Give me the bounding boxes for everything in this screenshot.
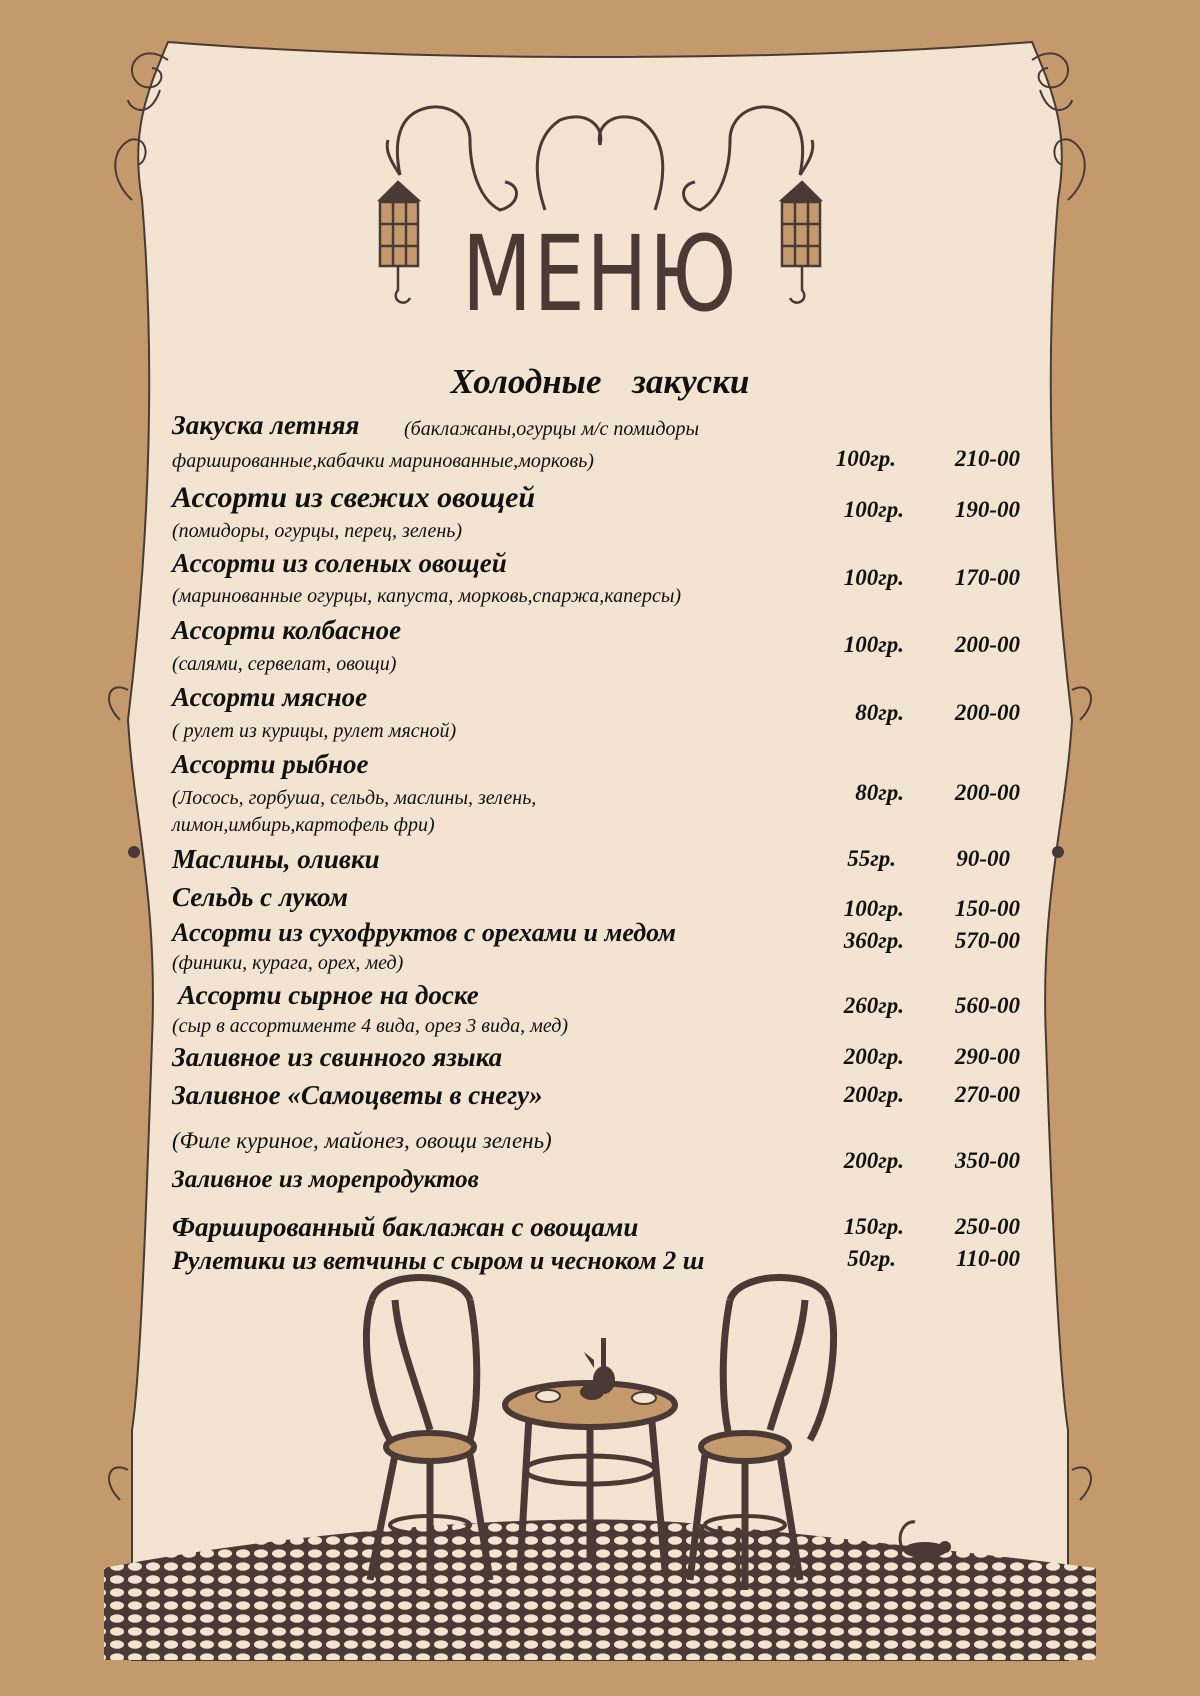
menu-item-price: 170-00	[954, 565, 1020, 590]
menu-item-price: 570-00	[954, 928, 1020, 953]
menu-item-weight: 100гр.	[843, 896, 904, 921]
menu-item-name: Заливное из морепродуктов	[172, 1166, 479, 1193]
menu-item-name: Ассорти из соленых овощей	[172, 548, 507, 578]
menu-item-weight: 360гр.	[843, 928, 904, 953]
menu-item-weight: 260гр.	[843, 993, 904, 1018]
menu-item-name: Маслины, оливки	[172, 844, 380, 874]
menu-item-desc: (сыр в ассортименте 4 вида, орез 3 вида, мед)	[172, 1015, 569, 1037]
menu-item-price: 210-00	[954, 446, 1020, 471]
menu-item-weight: 100гр.	[835, 446, 896, 471]
menu-item-desc: (Лосось, горбуша, сельдь, маслины, зелень,	[172, 787, 537, 809]
menu-item-price: 200-00	[954, 780, 1020, 805]
menu-title: МЕНЮ	[461, 213, 739, 335]
menu-item-weight: 100гр.	[843, 565, 904, 590]
menu-item-name: Ассорти рыбное	[172, 749, 369, 779]
menu-item-price: 200-00	[954, 700, 1020, 725]
menu-item-name: Закуска летняя	[172, 410, 360, 440]
menu-item-weight: 150гр.	[843, 1214, 904, 1239]
menu-item-name: Сельдь с луком	[172, 882, 349, 912]
menu-item-weight: 200гр.	[843, 1148, 904, 1173]
menu-item-price: 290-00	[954, 1044, 1020, 1069]
menu-item-weight: 50гр.	[847, 1246, 896, 1271]
menu-item-price: 560-00	[954, 993, 1020, 1018]
menu-item-price: 200-00	[954, 632, 1020, 657]
menu-item-weight: 55гр.	[847, 846, 896, 871]
menu-item-name: Ассорти мясное	[172, 682, 368, 712]
menu-item-desc: лимон,имбирь,картофель фри)	[172, 814, 435, 836]
menu-item-desc: (баклажаны,огурцы м/с помидоры	[404, 418, 700, 440]
menu-item-desc: (салями, сервелат, овощи)	[172, 653, 397, 675]
menu-item-price: 350-00	[954, 1148, 1020, 1173]
menu-item-desc: ( рулет из курицы, рулет мясной)	[172, 720, 457, 742]
menu-item-name: Ассорти сырное на доске	[178, 980, 479, 1010]
menu-item-desc: фаршированные,кабачки маринованные,морковь)	[172, 450, 594, 472]
menu-item-name: Ассорти из свежих овощей	[172, 481, 536, 514]
menu-item-weight: 80гр.	[855, 700, 904, 725]
section-title: Холодные закуски	[450, 362, 750, 401]
menu-item-name: Фаршированный баклажан с овощами	[172, 1212, 639, 1242]
menu-item-weight: 100гр.	[843, 497, 904, 522]
menu-item-weight: 80гр.	[855, 780, 904, 805]
menu-item-price: 90-00	[956, 846, 1010, 871]
menu-item-price: 150-00	[954, 896, 1020, 921]
menu-item-price: 250-00	[954, 1214, 1020, 1239]
menu-item-name: Заливное из свинного языка	[172, 1042, 503, 1072]
menu-item-price: 190-00	[954, 497, 1020, 522]
menu-item-name: Ассорти из сухофруктов с орехами и медом	[172, 918, 676, 947]
menu-item-name: Рулетики из ветчины с сыром и чесноком 2 ш	[172, 1246, 705, 1275]
menu-item-weight: 100гр.	[843, 632, 904, 657]
menu-item-desc: (помидоры, огурцы, перец, зелень)	[172, 520, 462, 542]
menu-item-name: Заливное «Самоцветы в снегу»	[172, 1080, 543, 1110]
menu-item-desc: (финики, курага, орех, мед)	[172, 952, 404, 974]
menu-item-price: 110-00	[956, 1246, 1020, 1271]
menu-item-desc: (Филе куриное, майонез, овощи зелень)	[172, 1128, 552, 1153]
menu-item-desc: (маринованные огурцы, капуста, морковь,спаржа,каперсы)	[172, 585, 682, 607]
menu-item-weight: 200гр.	[843, 1044, 904, 1069]
menu-item-name: Ассорти колбасное	[172, 615, 402, 645]
menu-item-price: 270-00	[954, 1082, 1020, 1107]
menu-item-weight: 200гр.	[843, 1082, 904, 1107]
